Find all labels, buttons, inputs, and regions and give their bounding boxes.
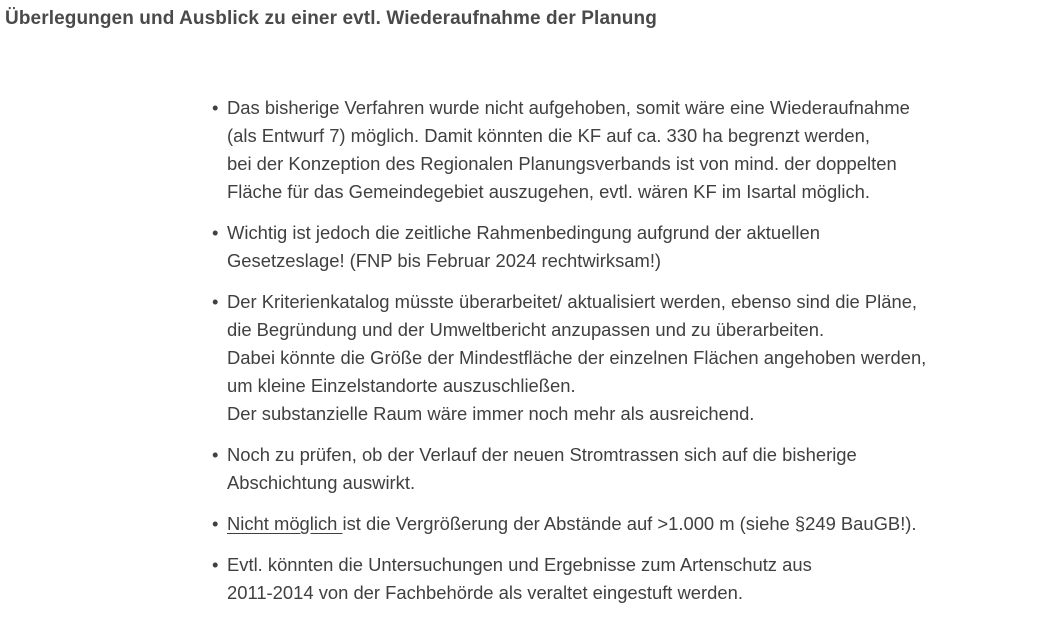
bullet-item-power-lines: [212, 441, 1037, 497]
bullet-marker: •: [212, 554, 219, 575]
bullet-marker: •: [212, 222, 219, 243]
underlined-phrase: Nicht möglich: [227, 513, 343, 534]
bullet-marker: •: [212, 444, 219, 465]
bullet-line: Das bisherige Verfahren wurde nicht aufgehoben, somit wäre eine Wiederaufnahme: [227, 97, 910, 118]
bullet-item-species-protection: [212, 551, 1037, 607]
bullet-line: Abschichtung auswirkt.: [227, 472, 416, 493]
slide-title: Überlegungen und Ausblick zu einer evtl. Wiederaufnahme der Planung: [5, 8, 657, 29]
bullet-line: die Begründung und der Umweltbericht anzupassen und zu überarbeiten.: [227, 319, 825, 340]
bullet-text: [227, 94, 1037, 206]
bullet-marker: •: [212, 97, 219, 118]
bullet-marker: •: [212, 513, 219, 534]
bullet-line: Fläche für das Gemeindegebiet auszugehen, evtl. wären KF im Isartal möglich.: [227, 181, 870, 202]
bullet-line: Gesetzeslage! (FNP bis Februar 2024 rechtwirksam!): [227, 250, 662, 271]
bullet-text: [227, 288, 1037, 428]
bullet-line: (als Entwurf 7) möglich. Damit könnten die KF auf ca. 330 ha begrenzt werden,: [227, 125, 870, 146]
bullet-line: 2011-2014 von der Fachbehörde als veraltet eingestuft werden.: [227, 582, 743, 603]
bullet-text: [227, 219, 1037, 275]
bullet-line: Der substanzielle Raum wäre immer noch mehr als ausreichend.: [227, 403, 755, 424]
bullet-text: [227, 441, 1037, 497]
bullet-line: Der Kriterienkatalog müsste überarbeitet/ aktualisiert werden, ebenso sind die Pläne,: [227, 291, 918, 312]
bullet-marker: •: [212, 291, 219, 312]
bullet-text: [227, 510, 1037, 538]
bullet-line: Dabei könnte die Größe der Mindestfläche der einzelnen Flächen angehoben werden,: [227, 347, 927, 368]
bullet-item-timeline: [212, 219, 1037, 275]
bullet-line: bei der Konzeption des Regionalen Planungsverbands ist von mind. der doppelten: [227, 153, 897, 174]
bullet-line: Evtl. könnten die Untersuchungen und Ergebnisse zum Artenschutz aus: [227, 554, 812, 575]
bullet-line: [227, 510, 1037, 538]
bullet-item-criteria: [212, 288, 1037, 428]
bullet-line: Wichtig ist jedoch die zeitliche Rahmenbedingung aufgrund der aktuellen: [227, 222, 820, 243]
bullet-list: [212, 94, 1037, 607]
bullet-line-rest: ist die Vergrößerung der Abstände auf >1.000 m (siehe §249 BauGB!).: [342, 513, 917, 534]
bullet-item-distances: [212, 510, 1037, 538]
bullet-text: [227, 551, 1037, 607]
bullet-line: Noch zu prüfen, ob der Verlauf der neuen Stromtrassen sich auf die bisherige: [227, 444, 857, 465]
bullet-item-procedure: [212, 94, 1037, 206]
bullet-line: um kleine Einzelstandorte auszuschließen.: [227, 375, 576, 396]
